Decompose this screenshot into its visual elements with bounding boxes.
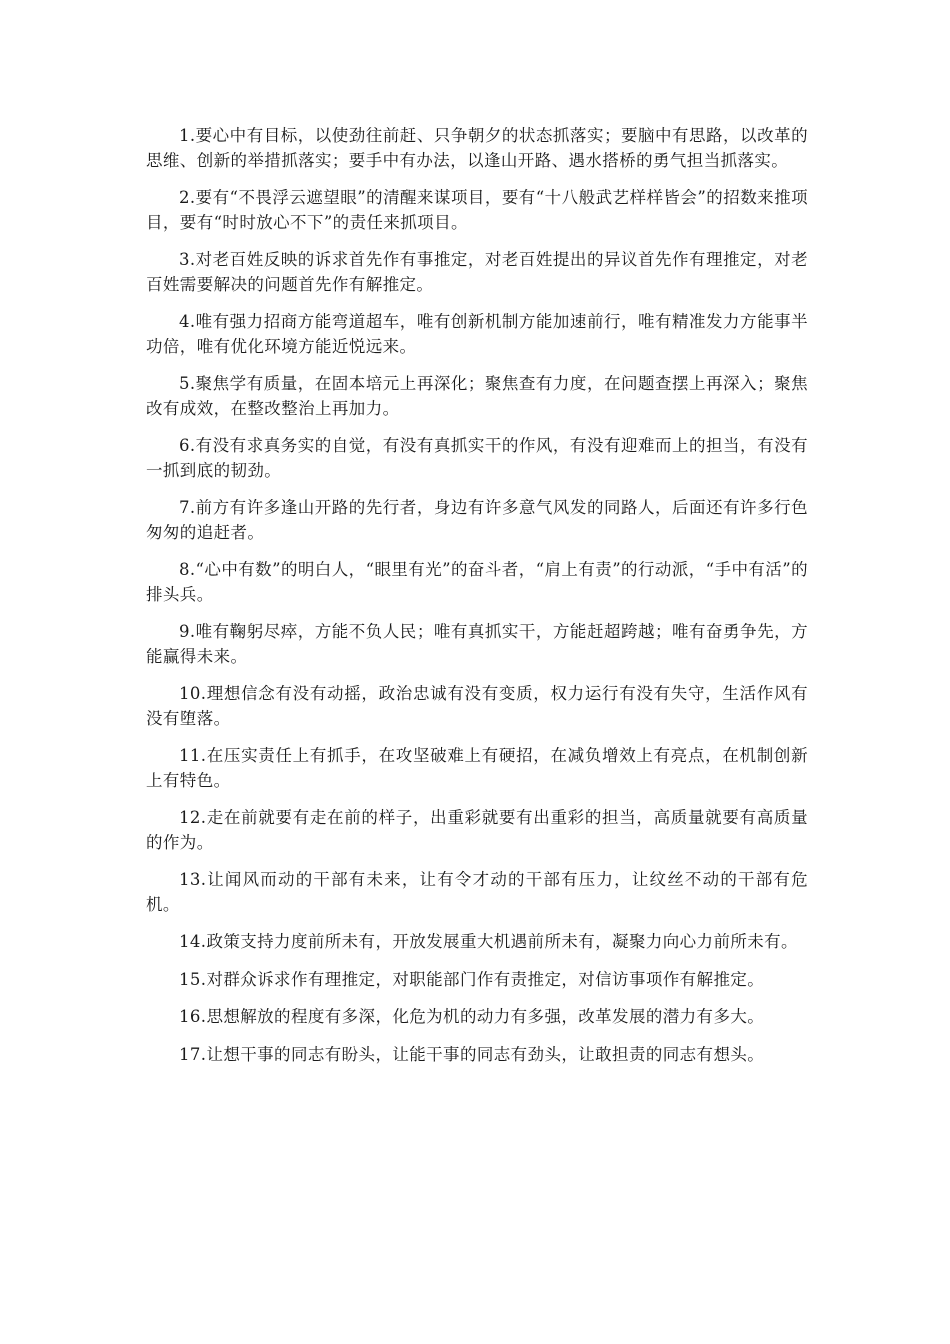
list-item: 17.让想干事的同志有盼头，让能干事的同志有劲头，让敢担责的同志有想头。 bbox=[179, 1044, 765, 1064]
list-item: 16.思想解放的程度有多深，化危为机的动力有多强，改革发展的潜力有多大。 bbox=[179, 1007, 765, 1026]
list-item: 8.“心中有数”的明白人，“眼里有光”的奋斗者，“肩上有责”的行动派，“手中有活”的排头兵。 bbox=[146, 560, 808, 604]
list-item: 9.唯有鞠躬尽瘁，方能不负人民；唯有真抓实干，方能赶超跨越；唯有奋勇争先，方能赢得未来。 bbox=[146, 622, 808, 666]
list-item: 5.聚焦学有质量，在固本培元上再深化；聚焦查有力度，在问题查摆上再深入；聚焦改有成效，在整改整治上再加力。 bbox=[146, 374, 808, 418]
list-item: 6.有没有求真务实的自觉，有没有真抓实干的作风，有没有迎难而上的担当，有没有一抓到底的韧劲。 bbox=[146, 436, 808, 480]
list-item: 15.对群众诉求作有理推定，对职能部门作有责推定，对信访事项作有解推定。 bbox=[179, 969, 765, 989]
list-item: 1.要心中有目标，以使劲往前赶、只争朝夕的状态抓落实；要脑中有思路，以改革的思维、创新的举措抓落实；要手中有办法，以逢山开路、遇水搭桥的勇气担当抓落实。 bbox=[146, 126, 808, 170]
list-item: 14.政策支持力度前所未有，开放发展重大机遇前所未有，凝聚力向心力前所未有。 bbox=[179, 932, 798, 951]
list-item: 4.唯有强力招商方能弯道超车，唯有创新机制方能加速前行，唯有精准发力方能事半功倍，唯有优化环境方能近悦远来。 bbox=[146, 312, 808, 356]
list-item: 13.让闻风而动的干部有未来，让有令才动的干部有压力，让纹丝不动的干部有危机。 bbox=[146, 870, 808, 914]
list-item: 12.走在前就要有走在前的样子，出重彩就要有出重彩的担当，高质量就要有高质量的作为。 bbox=[146, 808, 808, 852]
list-item: 2.要有“不畏浮云遮望眼”的清醒来谋项目，要有“十八般武艺样样皆会”的招数来推项目，要有“时时放心不下”的责任来抓项目。 bbox=[146, 188, 808, 232]
list-item: 3.对老百姓反映的诉求首先作有事推定，对老百姓提出的异议首先作有理推定，对老百姓需要解决的问题首先作有解推定。 bbox=[146, 250, 808, 294]
document-body bbox=[146, 124, 808, 1080]
list-item: 7.前方有许多逢山开路的先行者，身边有许多意气风发的同路人，后面还有许多行色匆匆的追赶者。 bbox=[146, 498, 808, 542]
list-item: 10.理想信念有没有动摇，政治忠诚有没有变质，权力运行有没有失守，生活作风有没有堕落。 bbox=[146, 684, 808, 728]
list-item: 11.在压实责任上有抓手，在攻坚破难上有硬招，在减负增效上有亮点，在机制创新上有特色。 bbox=[146, 746, 808, 790]
